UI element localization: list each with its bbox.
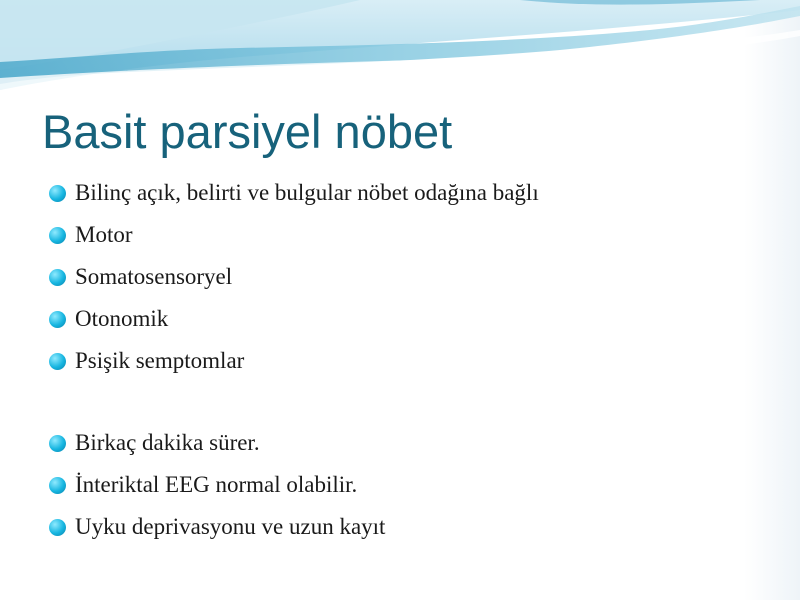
circle-bullet-icon xyxy=(49,435,66,452)
list-item xyxy=(48,172,788,214)
list-item-text: Psişik semptomlar xyxy=(75,348,245,373)
list-item xyxy=(48,340,788,382)
list-item xyxy=(48,214,788,256)
list-item xyxy=(48,422,788,464)
list-item xyxy=(48,298,788,340)
list-item-text: Otonomik xyxy=(75,306,169,331)
list-item xyxy=(48,464,788,506)
list-item-text: Birkaç dakika sürer. xyxy=(75,430,260,455)
slide-title: Basit parsiyel nöbet xyxy=(42,105,453,158)
circle-bullet-icon xyxy=(49,477,66,494)
list-item-text: Motor xyxy=(75,222,133,247)
circle-bullet-icon xyxy=(49,185,66,202)
list-item-text: İnteriktal EEG normal olabilir. xyxy=(75,472,358,497)
circle-bullet-icon xyxy=(49,311,66,328)
list-item-text: Bilinç açık, belirti ve bulgular nöbet odağına bağlı xyxy=(75,180,539,205)
circle-bullet-icon xyxy=(49,227,66,244)
list-item-text: Uyku deprivasyonu ve uzun kayıt xyxy=(75,514,386,539)
list-item-text: Somatosensoryel xyxy=(75,264,233,289)
list-item xyxy=(48,506,788,548)
list-item xyxy=(48,256,788,298)
decorative-wave-header xyxy=(0,0,800,100)
circle-bullet-icon xyxy=(49,353,66,370)
bullet-list xyxy=(48,172,788,548)
circle-bullet-icon xyxy=(49,269,66,286)
circle-bullet-icon xyxy=(49,519,66,536)
